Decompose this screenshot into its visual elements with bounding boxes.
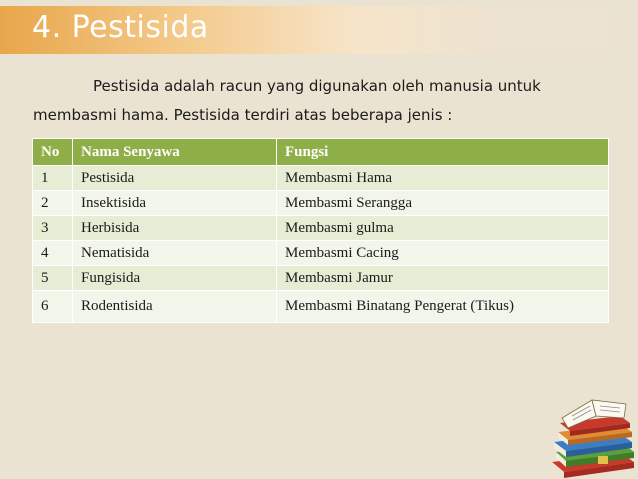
table-row [33, 191, 609, 216]
cell-nama-senyawa: Pestisida [73, 166, 277, 191]
books-stack-icon [544, 396, 638, 479]
cell-nama-senyawa: Rodentisida [73, 291, 277, 323]
cell-fungsi: Membasmi gulma [277, 216, 609, 241]
table-row [33, 266, 609, 291]
table-row [33, 216, 609, 241]
cell-no: 1 [33, 166, 73, 191]
table-row [33, 241, 609, 266]
cell-no: 6 [33, 291, 73, 323]
table-row [33, 166, 609, 191]
header-nama-senyawa: Nama Senyawa [73, 139, 277, 166]
cell-fungsi: Membasmi Serangga [277, 191, 609, 216]
cell-no: 2 [33, 191, 73, 216]
cell-fungsi: Membasmi Jamur [277, 266, 609, 291]
paragraph-line-2: membasmi hama. Pestisida terdiri atas beberapa jenis : [33, 106, 453, 124]
table-row [33, 291, 609, 323]
header-fungsi: Fungsi [277, 139, 609, 166]
slide-title: 4. Pestisida [32, 10, 209, 45]
cell-no: 4 [33, 241, 73, 266]
cell-nama-senyawa: Insektisida [73, 191, 277, 216]
cell-fungsi: Membasmi Binatang Pengerat (Tikus) [277, 291, 609, 323]
pesticide-table [32, 138, 609, 323]
cell-nama-senyawa: Herbisida [73, 216, 277, 241]
cell-nama-senyawa: Nematisida [73, 241, 277, 266]
cell-fungsi: Membasmi Hama [277, 166, 609, 191]
cell-no: 5 [33, 266, 73, 291]
cell-fungsi: Membasmi Cacing [277, 241, 609, 266]
paragraph-line-1: Pestisida adalah racun yang digunakan oleh manusia untuk [93, 77, 541, 95]
table-header-row [33, 139, 609, 166]
intro-paragraph [33, 72, 613, 130]
header-no: No [33, 139, 73, 166]
cell-nama-senyawa: Fungisida [73, 266, 277, 291]
cell-no: 3 [33, 216, 73, 241]
